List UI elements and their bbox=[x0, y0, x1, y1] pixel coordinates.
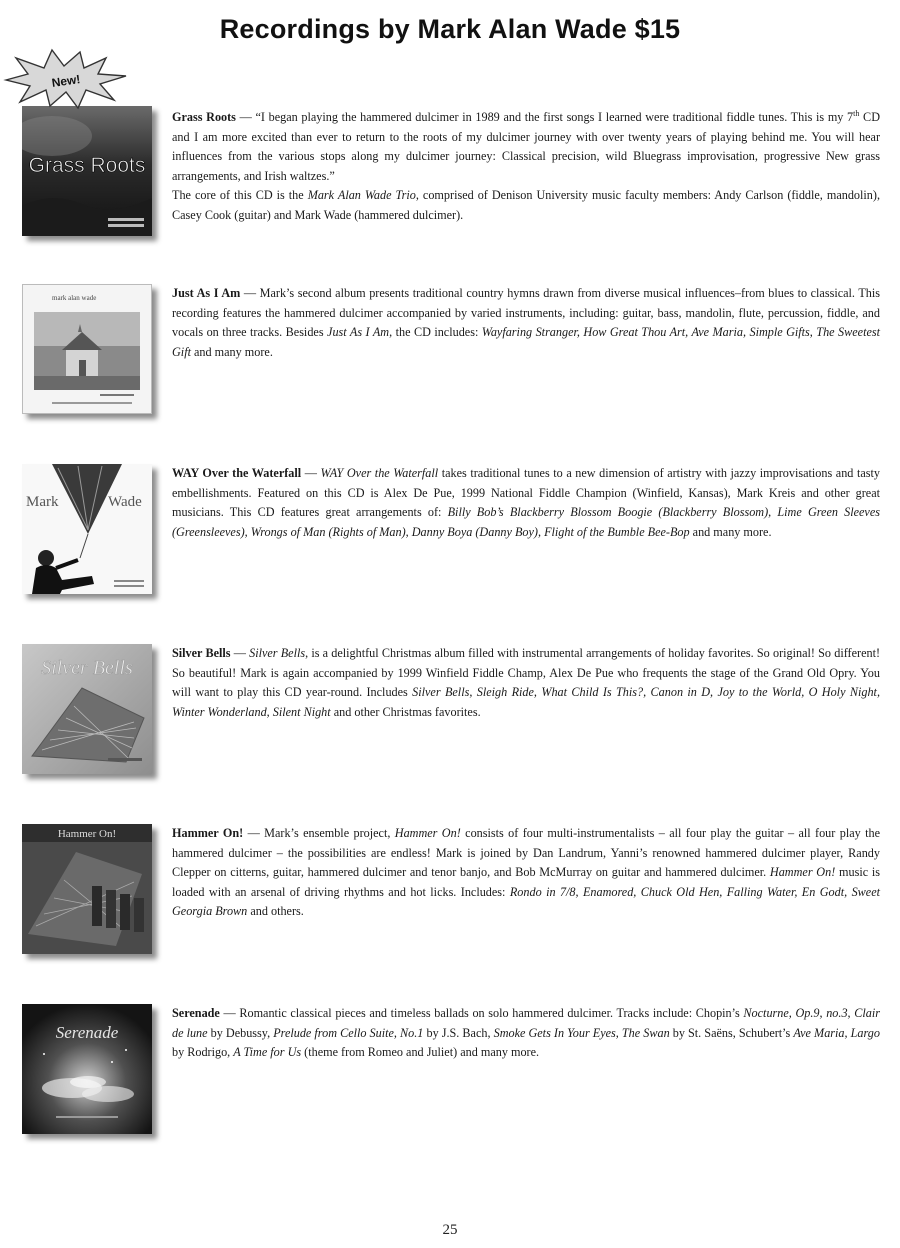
album-title-just-as-i-am: Just As I Am bbox=[172, 286, 241, 300]
album-title-serenade: Serenade bbox=[172, 1006, 220, 1020]
new-badge-text: New! bbox=[50, 72, 82, 90]
album-cover-hammer-on bbox=[22, 824, 152, 954]
album-description-silver-bells: Silver Bells — Silver Bells, is a delightful Christmas album filled with instrumental arrangements of holiday favorites. So original! So different! So beautiful! Mark is again accompanied by 1999 Winfield Fiddle Champ, Alex De Pue who frequents the stage of the Grand Old Opry. You will want to play this CD year-round. Includes Silver Bells, Sleigh Ride, What Child Is This?, Canon in D, Joy to the World, O Holy Night, Winter Wonderland, Silent Night and other Christmas favorites. bbox=[172, 646, 881, 719]
album-title-grass-roots: Grass Roots bbox=[172, 110, 236, 125]
album-cover-way-over-the-waterfall bbox=[22, 464, 152, 594]
album-description-serenade: Serenade — Romantic classical pieces and timeless ballads on solo hammered dulcimer. Tracks include: Chopin’s Nocturne, Op.9, no.3, Clair de lune by Debussy, Prelude from Cello Suite, No.1 by J.S. Bach, Smoke Gets In Your Eyes, The Swan by St. Saëns, Schubert’s Ave Maria, Largo by Rodrigo, A Time for Us (theme from Romeo and Juliet) and many more. bbox=[172, 1006, 880, 1060]
cover-title-serenade: Serenade bbox=[55, 1023, 119, 1042]
page-number: 25 bbox=[442, 1222, 458, 1238]
album-description-hammer-on: Hammer On! — Mark’s ensemble project, Hammer On! consists of four multi-instrumentalists – all four play the guitar – all four play the hammered dulcimer – the possibilities are endless! Mark is joined by Dan Landrum, Yanni’s renowned hammered dulcimer player, Randy Clepper on citterns, guitar, hammered dulcimer and tenor banjo, and Bob McMurray on guitar and hammered dulcimer. Hammer On! music is loaded with an arsenal of driving rhythms and hot licks. Includes: Rondo in 7/8, Enamored, Chuck Old Hen, Falling Water, En Godt, Sweet Georgia Brown and others. bbox=[172, 826, 880, 919]
album-title-silver-bells: Silver Bells bbox=[172, 646, 231, 660]
album-description-way-over-the-waterfall: WAY Over the Waterfall — WAY Over the Waterfall takes traditional tunes to a new dimension of artistry with jazzy improvisations and tasty embellishments. Featured on this CD is Alex De Pue, 1999 National Fiddle Champion (Winfield, Kansas), Mark Kreis and other great musicians. This CD features great arrangements of: Billy Bob’s Blackberry Blossom Boogie (Blackberry Blossom), Lime Green Sleeves (Greensleeves), Wrongs of Man (Rights of Man), Danny Boya (Danny Boy), Flight of the Bumble Bee-Bop and many more. bbox=[172, 466, 880, 539]
album-description-grass-roots: Grass Roots — “I began playing the hammered dulcimer in 1989 and the first songs I learned were traditional fiddle tunes. This is my 7th CD and I am more excited than ever to return to the roots of my dulcimer journey with over twenty years of playing behind me. You will hear influences from the various stops along my dulcimer journey: Classical precision, wild Bluegrass improvisation, progressive New grass arrangements, and Irish waltzes.” The core of this CD is the Mark Alan Wade Trio, comprised of Denison University music faculty members: Andy Carlson (fiddle, mandolin), Casey Cook (guitar) and Mark Wade (hammered dulcimer). bbox=[172, 109, 881, 223]
cover-title-grass-roots: Grass Roots bbox=[28, 154, 146, 177]
new-starburst-badge bbox=[2, 48, 130, 112]
cover-title-left: Mark bbox=[26, 494, 59, 510]
album-cover-serenade bbox=[22, 1004, 152, 1134]
album-cover-grass-roots bbox=[22, 106, 152, 236]
cover-title-right: Wade bbox=[108, 494, 142, 510]
page-title: Recordings by Mark Alan Wade $15 bbox=[219, 14, 681, 44]
cover-title-just-as-i-am: mark alan wade bbox=[52, 294, 97, 302]
cover-title-hammer-on: Hammer On! bbox=[57, 828, 117, 840]
album-cover-silver-bells bbox=[22, 644, 152, 774]
album-cover-just-as-i-am bbox=[22, 284, 152, 414]
album-title-hammer-on: Hammer On! bbox=[172, 826, 244, 840]
cover-title-silver-bells: Silver Bells bbox=[41, 657, 133, 679]
album-description-just-as-i-am: Just As I Am — Mark’s second album presents traditional country hymns drawn from diverse musical influences–from blues to classical. This recording features the hammered dulcimer accompanied by varied instruments, including: guitar, bass, mandolin, flute, percussion, fiddle, and vocals on three tracks. Besides Just As I Am, the CD includes: Wayfaring Stranger, How Great Thou Art, Ave Maria, Simple Gifts, The Sweetest Gift and many more. bbox=[172, 286, 881, 359]
album-title-way-over-the-waterfall: WAY Over the Waterfall bbox=[172, 466, 302, 480]
